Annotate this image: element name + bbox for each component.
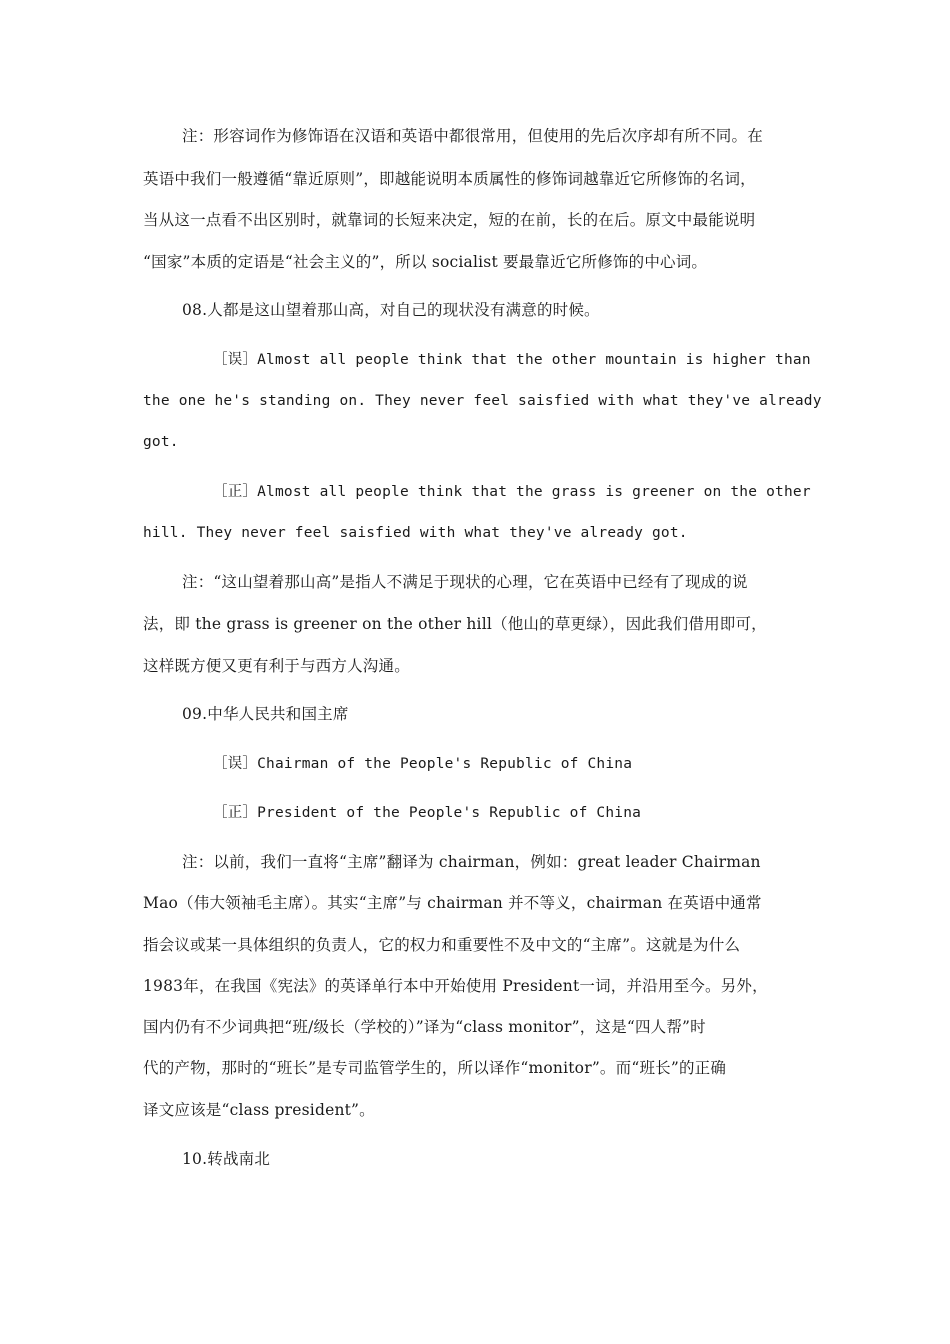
note-07-line-3: 当从这一点看不出区别时，就靠词的长短来决定，短的在前，长的在后。原文中最能说明 (143, 211, 756, 229)
item-08-correct-line-1: ［正］Almost all people think that the grass is greener on the other (213, 484, 811, 500)
note-09-line-5: 国内仍有不少词典把“班/级长（学校的）”译为“class monitor”，这是“四人帮”时 (143, 1018, 706, 1036)
item-08-wrong-line-3: got. (143, 434, 179, 450)
item-08-heading: 08.人都是这山望着那山高，对自己的现状没有满意的时候。 (182, 301, 600, 319)
item-08-wrong-line-1: ［误］Almost all people think that the other mountain is higher than (213, 352, 811, 368)
item-09-heading: 09.中华人民共和国主席 (182, 705, 349, 723)
note-09-line-4: 1983年，在我国《宪法》的英译单行本中开始使用 President一词，并沿用至今。另外， (143, 977, 768, 995)
item-09-wrong: ［误］Chairman of the People's Republic of China (213, 756, 633, 772)
note-07-line-4: “国家”本质的定语是“社会主义的”，所以 socialist 要最靠近它所修饰的中心词。 (143, 253, 708, 271)
item-09-correct: ［正］President of the People's Republic of China (213, 805, 642, 821)
item-08-wrong-line-2: the one he's standing on. They never feel saisfied with what they've already (143, 393, 822, 409)
item-08-correct-line-2: hill. They never feel saisfied with what they've already got. (143, 525, 688, 541)
note-07-line-2: 英语中我们一般遵循“靠近原则”，即越能说明本质属性的修饰词越靠近它所修饰的名词， (143, 170, 756, 188)
note-09-line-7: 译文应该是“class president”。 (143, 1101, 375, 1119)
note-09-line-3: 指会议或某一具体组织的负责人，它的权力和重要性不及中文的“主席”。这就是为什么 (143, 936, 741, 954)
note-08-line-1: 注：“这山望着那山高”是指人不满足于现状的心理，它在英语中已经有了现成的说 (182, 573, 748, 591)
note-08-line-3: 这样既方便又更有利于与西方人沟通。 (143, 657, 410, 675)
note-09-line-6: 代的产物，那时的“班长”是专司监管学生的，所以译作“monitor”。而“班长”的正确 (143, 1059, 727, 1077)
note-07-line-1: 注：形容词作为修饰语在汉语和英语中都很常用，但使用的先后次序却有所不同。在 (182, 127, 763, 145)
note-09-line-2: Mao（伟大领袖毛主席）。其实“主席”与 chairman 并不等义，chairman 在英语中通常 (143, 894, 762, 912)
note-09-line-1: 注：以前，我们一直将“主席”翻译为 chairman，例如：great leader Chairman (182, 853, 761, 871)
item-10-heading: 10.转战南北 (182, 1150, 271, 1168)
note-08-line-2: 法，即 the grass is greener on the other hill（他山的草更绿），因此我们借用即可， (143, 615, 767, 633)
